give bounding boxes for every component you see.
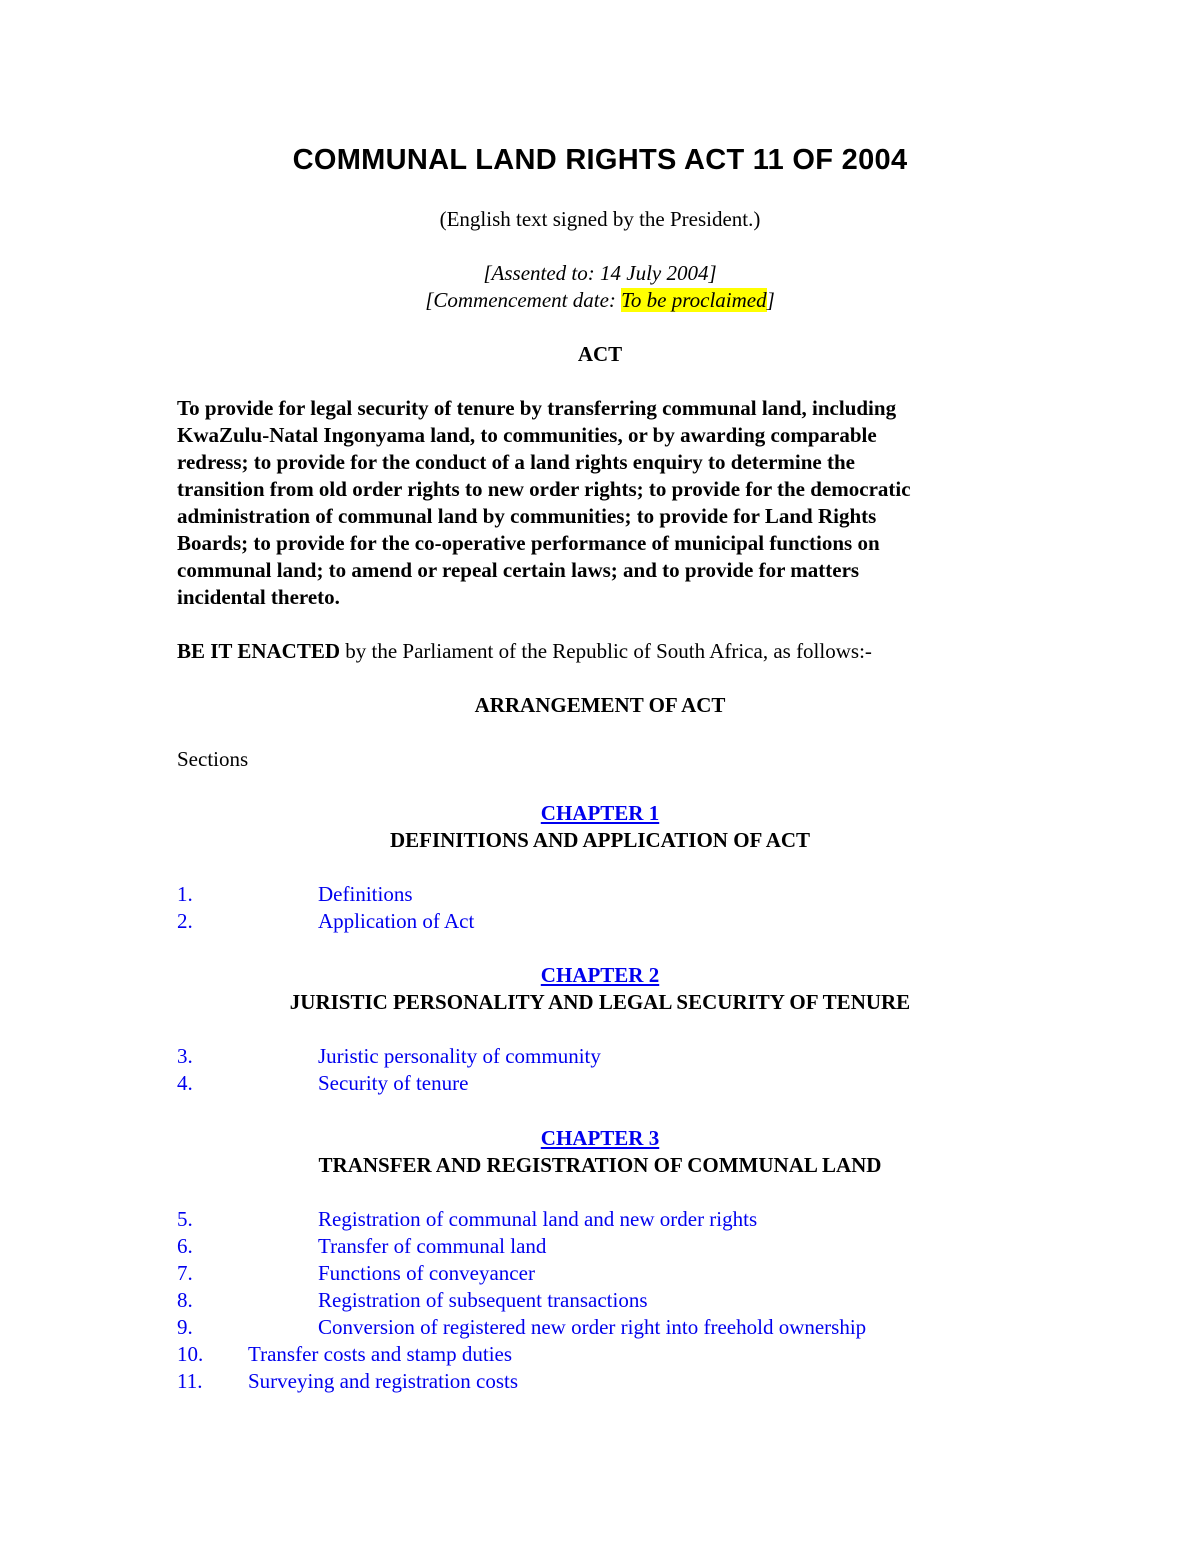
act-heading: ACT	[577, 342, 623, 366]
section-title: Transfer costs and stamp duties	[248, 1342, 513, 1366]
section-number: 6.	[177, 1234, 193, 1258]
long-title-line: incidental thereto.	[177, 585, 340, 609]
toc-section-link[interactable]	[177, 881, 413, 908]
toc-section-link[interactable]	[177, 1233, 546, 1260]
section-number: 10.	[177, 1342, 204, 1366]
section-number: 7.	[177, 1261, 193, 1285]
toc-section-link[interactable]	[177, 1043, 601, 1070]
section-title: Juristic personality of community	[318, 1044, 601, 1068]
toc-section-link[interactable]	[177, 1070, 468, 1097]
section-title: Functions of conveyancer	[318, 1261, 535, 1285]
arrangement-heading: ARRANGEMENT OF ACT	[474, 693, 726, 717]
long-title-line: communal land; to amend or repeal certain laws; and to provide for matters	[177, 558, 860, 582]
toc-section-link[interactable]	[177, 1368, 518, 1395]
section-title: Surveying and registration costs	[248, 1369, 519, 1393]
section-number: 2.	[177, 909, 193, 933]
assented-date: [Assented to: 14 July 2004]	[483, 261, 717, 285]
section-title: Conversion of registered new order right into freehold ownership	[318, 1315, 867, 1339]
long-title-line: To provide for legal security of tenure by transferring communal land, including	[177, 396, 897, 420]
toc-section-link[interactable]	[177, 908, 474, 935]
toc-section-link[interactable]	[177, 1314, 866, 1341]
toc-section-link[interactable]	[177, 1206, 757, 1233]
long-title-line: redress; to provide for the conduct of a land rights enquiry to determine the	[177, 450, 855, 474]
long-title-line: transition from old order rights to new order rights; to provide for the democratic	[177, 477, 911, 501]
chapter-3-link[interactable]: CHAPTER 3	[540, 1126, 660, 1150]
toc-section-link[interactable]	[177, 1341, 512, 1368]
chapter-2-link[interactable]: CHAPTER 2	[540, 963, 660, 987]
long-title	[177, 395, 1037, 611]
section-number: 4.	[177, 1071, 193, 1095]
section-number: 1.	[177, 882, 193, 906]
long-title-line: Boards; to provide for the co-operative performance of municipal functions on	[177, 531, 880, 555]
enacting-text: by the Parliament of the Republic of South Africa, as follows:-	[340, 639, 872, 663]
sections-label: Sections	[177, 747, 249, 771]
chapter-1-link[interactable]: CHAPTER 1	[540, 801, 660, 825]
long-title-line: administration of communal land by communities; to provide for Land Rights	[177, 504, 877, 528]
section-title: Definitions	[318, 882, 413, 906]
commencement-date	[0, 287, 1200, 314]
signed-note: (English text signed by the President.)	[439, 207, 761, 231]
commencement-prefix: [Commencement date:	[425, 288, 622, 312]
section-title: Application of Act	[318, 909, 475, 933]
toc-section-link[interactable]	[177, 1287, 648, 1314]
chapter-2-title: JURISTIC PERSONALITY AND LEGAL SECURITY OF TENURE	[289, 990, 911, 1014]
section-number: 8.	[177, 1288, 193, 1312]
chapter-3-title: TRANSFER AND REGISTRATION OF COMMUNAL LAND	[318, 1153, 882, 1177]
long-title-line: KwaZulu-Natal Ingonyama land, to communities, or by awarding comparable	[177, 423, 877, 447]
section-title: Registration of subsequent transactions	[318, 1288, 648, 1312]
commencement-suffix: ]	[766, 288, 775, 312]
section-number: 5.	[177, 1207, 193, 1231]
act-title: COMMUNAL LAND RIGHTS ACT 11 OF 2004	[292, 144, 908, 176]
section-title: Transfer of communal land	[318, 1234, 547, 1258]
section-number: 9.	[177, 1315, 193, 1339]
enacting-bold: BE IT ENACTED	[177, 639, 340, 663]
commencement-highlight: To be proclaimed	[621, 288, 767, 312]
section-title: Registration of communal land and new order rights	[318, 1207, 758, 1231]
chapter-1-title: DEFINITIONS AND APPLICATION OF ACT	[389, 828, 811, 852]
section-number: 3.	[177, 1044, 193, 1068]
toc-section-link[interactable]	[177, 1260, 535, 1287]
section-number: 11.	[177, 1369, 203, 1393]
section-title: Security of tenure	[318, 1071, 469, 1095]
enacting-clause	[177, 638, 872, 665]
